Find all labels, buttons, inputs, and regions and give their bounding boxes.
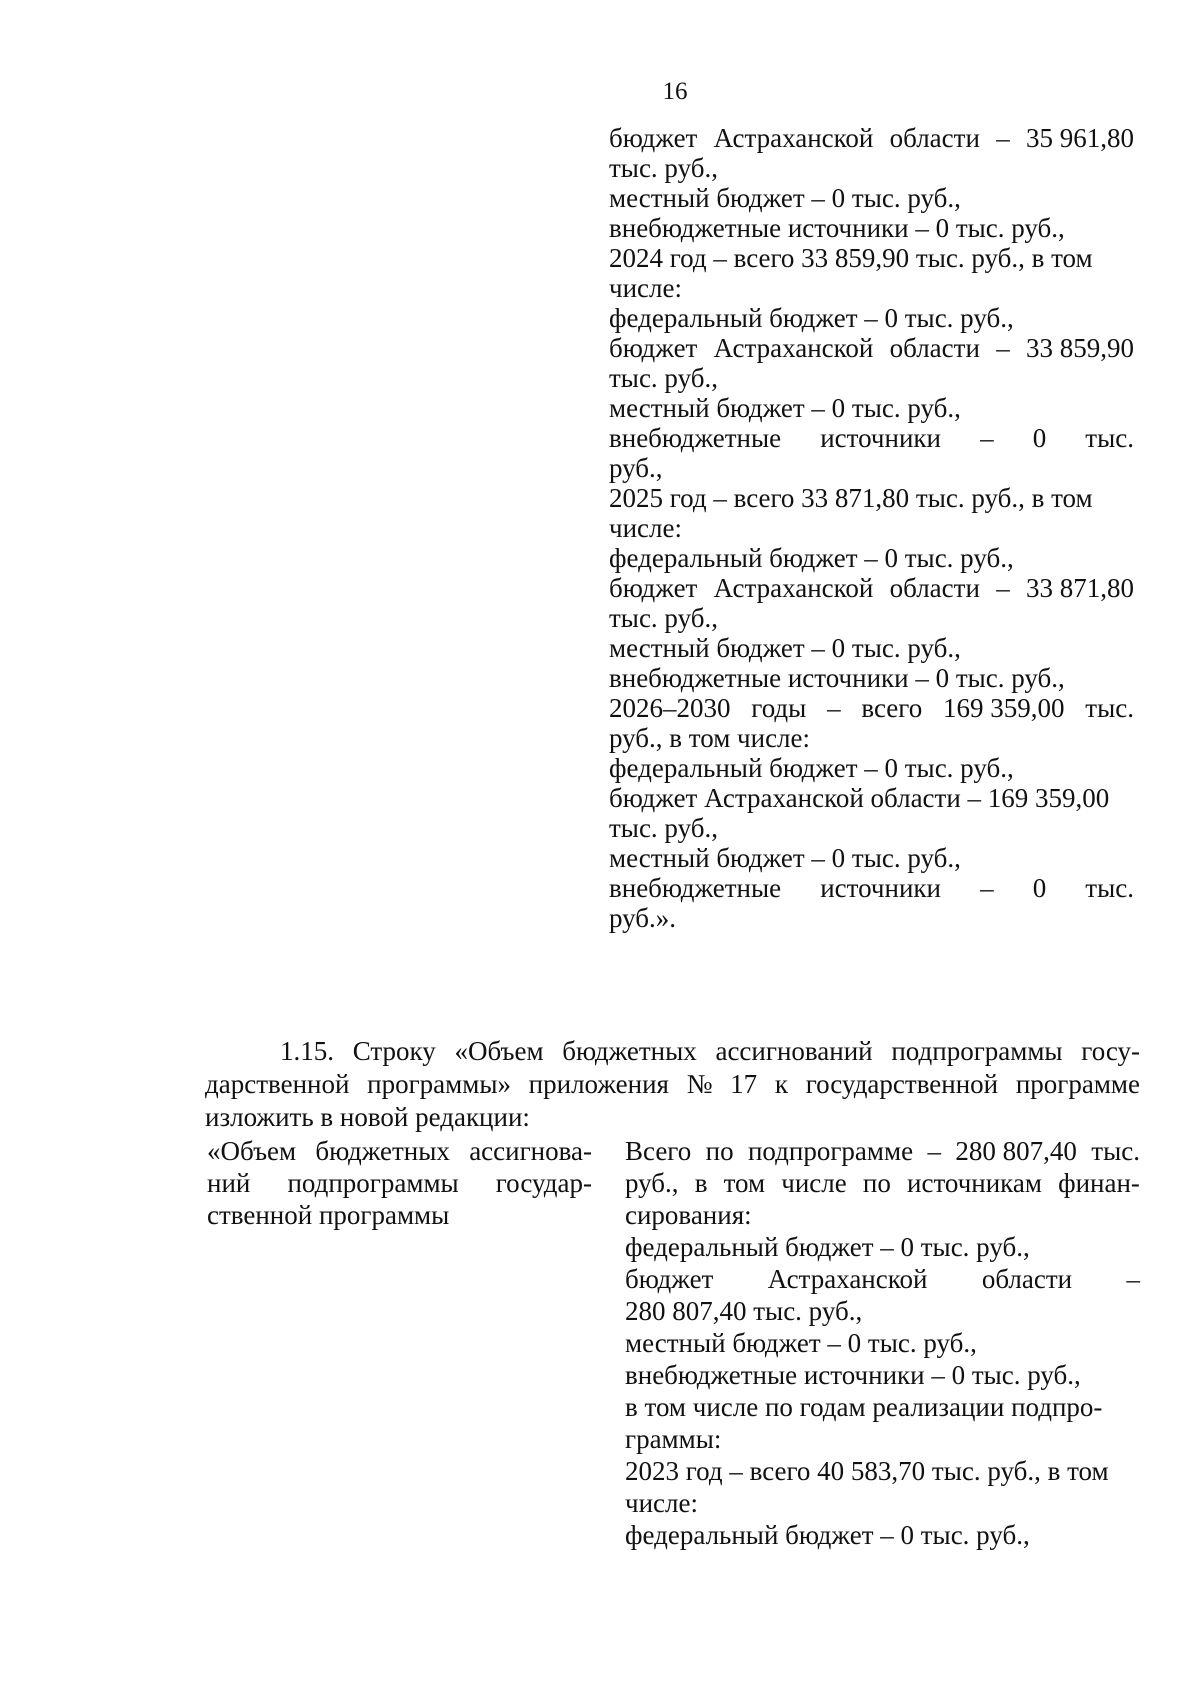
- text-line: местный бюджет – 0 тыс. руб.,: [609, 183, 961, 213]
- text-word: в: [694, 1168, 708, 1198]
- text-line: [205, 1068, 1140, 1100]
- text-word: Астраханской: [767, 1264, 928, 1294]
- text-line: сирования:: [625, 1200, 752, 1230]
- text-word: бюджетных: [315, 1136, 450, 1166]
- text-line: внебюджетные источники – 0 тыс. руб.,: [609, 213, 1065, 243]
- text-line: федеральный бюджет – 0 тыс. руб.,: [609, 543, 1014, 573]
- text-word: Астраханской: [713, 573, 874, 603]
- text-line: внебюджетные источники – 0 тыс. руб.,: [609, 663, 1065, 693]
- text-word: по: [705, 1136, 734, 1166]
- text-word: том: [723, 1168, 766, 1198]
- text-word: ний: [207, 1168, 251, 1198]
- text-word: –: [996, 573, 1010, 603]
- page-number: 16: [662, 78, 688, 105]
- text-line: федеральный бюджет – 0 тыс. руб.,: [625, 1520, 1030, 1550]
- text-line: руб.».: [609, 903, 677, 933]
- text-word: 35 961,80: [1026, 123, 1134, 153]
- text-word: 0: [1032, 423, 1047, 453]
- text-line: руб., в том числе:: [609, 723, 811, 753]
- text-word: приложения: [528, 1069, 669, 1099]
- text-word: 17: [730, 1069, 758, 1099]
- text-line: тыс. руб.,: [609, 813, 718, 843]
- text-word: –: [927, 1136, 941, 1166]
- text-line: тыс. руб.,: [609, 363, 718, 393]
- text-word: ассигнова-: [469, 1136, 592, 1166]
- text-word: дарственной: [205, 1069, 350, 1099]
- text-line: числе:: [625, 1488, 698, 1518]
- text-word: источникам: [907, 1168, 1042, 1198]
- text-line: 280 807,40 тыс. руб.,: [625, 1296, 863, 1326]
- text-line: бюджет Астраханской области – 169 359,00: [609, 783, 1110, 813]
- text-word: программе: [1015, 1069, 1140, 1099]
- text-word: внебюджетные: [609, 873, 782, 903]
- text-word: государ-: [495, 1168, 592, 1198]
- text-word: внебюджетные: [609, 423, 782, 453]
- text-line: местный бюджет – 0 тыс. руб.,: [609, 633, 961, 663]
- text-word: госу-: [1081, 1036, 1140, 1066]
- text-line: местный бюджет – 0 тыс. руб.,: [609, 393, 961, 423]
- text-word: 0: [1032, 873, 1047, 903]
- text-word: «Объем: [207, 1136, 297, 1166]
- text-line: 2024 год – всего 33 859,90 тыс. руб., в том: [609, 243, 1093, 273]
- text-word: Всего: [625, 1136, 692, 1166]
- text-line: местный бюджет – 0 тыс. руб.,: [625, 1328, 977, 1358]
- text-word: –: [996, 123, 1010, 153]
- text-word: бюджет: [609, 123, 698, 153]
- text-word: тыс.: [1085, 423, 1134, 453]
- text-line: [609, 692, 1134, 724]
- text-word: Строку: [352, 1036, 436, 1066]
- text-word: 169 359,00: [943, 693, 1065, 723]
- text-word: финан-: [1058, 1168, 1140, 1198]
- text-line: федеральный бюджет – 0 тыс. руб.,: [609, 303, 1014, 333]
- text-word: тыс.: [1085, 693, 1134, 723]
- text-word: числе: [781, 1168, 847, 1198]
- text-line: [609, 422, 1134, 454]
- text-word: №: [686, 1069, 713, 1099]
- text-word: руб.,: [625, 1168, 679, 1198]
- text-word: источники: [820, 873, 941, 903]
- text-line: числе:: [609, 513, 682, 543]
- text-word: тыс.: [1085, 873, 1134, 903]
- text-word: бюджетных: [562, 1036, 697, 1066]
- text-word: по: [862, 1168, 891, 1198]
- text-word: подпрограмме: [747, 1136, 914, 1166]
- text-line: ственной программы: [207, 1200, 450, 1230]
- text-line: местный бюджет – 0 тыс. руб.,: [609, 843, 961, 873]
- text-line: 2025 год – всего 33 871,80 тыс. руб., в том: [609, 483, 1093, 513]
- text-word: бюджет: [625, 1264, 714, 1294]
- text-line: [609, 572, 1134, 604]
- text-line: [625, 1263, 1140, 1295]
- text-word: ассигнований: [715, 1036, 873, 1066]
- text-word: годы: [751, 693, 807, 723]
- text-line: изложить в новой редакции:: [205, 1102, 530, 1132]
- text-line: федеральный бюджет – 0 тыс. руб.,: [609, 753, 1014, 783]
- text-word: бюджет: [609, 333, 698, 363]
- text-word: –: [1126, 1264, 1140, 1294]
- text-line: [207, 1135, 592, 1167]
- text-word: области: [889, 123, 980, 153]
- text-word: –: [996, 333, 1010, 363]
- text-word: источники: [820, 423, 941, 453]
- text-line: федеральный бюджет – 0 тыс. руб.,: [625, 1232, 1030, 1262]
- text-line: тыс. руб.,: [609, 603, 718, 633]
- text-word: –: [827, 693, 841, 723]
- text-line: [609, 122, 1134, 154]
- text-word: Астраханской: [713, 123, 874, 153]
- text-word: программы»: [367, 1069, 511, 1099]
- text-word: области: [889, 333, 980, 363]
- text-word: 33 859,90: [1026, 333, 1134, 363]
- text-word: подпрограммы: [891, 1036, 1063, 1066]
- text-word: 33 871,80: [1026, 573, 1134, 603]
- text-line: граммы:: [625, 1424, 722, 1454]
- text-word: области: [889, 573, 980, 603]
- text-word: к: [774, 1069, 788, 1099]
- text-line: [207, 1167, 592, 1199]
- text-line: руб.,: [609, 453, 663, 483]
- text-line: числе:: [609, 273, 682, 303]
- text-word: –: [980, 873, 994, 903]
- text-word: 1.15.: [280, 1036, 334, 1066]
- text-word: государственной: [805, 1069, 999, 1099]
- text-word: «Объем: [454, 1036, 544, 1066]
- text-word: тыс.: [1091, 1136, 1140, 1166]
- text-line: внебюджетные источники – 0 тыс. руб.,: [625, 1360, 1081, 1390]
- text-line: [609, 332, 1134, 364]
- text-word: –: [980, 423, 994, 453]
- text-line: [609, 872, 1134, 904]
- text-word: подпрограммы: [287, 1168, 459, 1198]
- text-line: в том числе по годам реализации подпро-: [625, 1392, 1103, 1422]
- text-line: 2023 год – всего 40 583,70 тыс. руб., в том: [625, 1456, 1109, 1486]
- text-word: области: [981, 1264, 1073, 1294]
- text-line: тыс. руб.,: [609, 153, 718, 183]
- text-line: [625, 1167, 1140, 1199]
- text-word: всего: [861, 693, 923, 723]
- text-line: [280, 1035, 1140, 1067]
- text-word: бюджет: [609, 573, 698, 603]
- text-line: [625, 1135, 1140, 1167]
- text-word: 280 807,40: [955, 1136, 1077, 1166]
- text-word: Астраханской: [713, 333, 874, 363]
- text-word: 2026–2030: [609, 693, 731, 723]
